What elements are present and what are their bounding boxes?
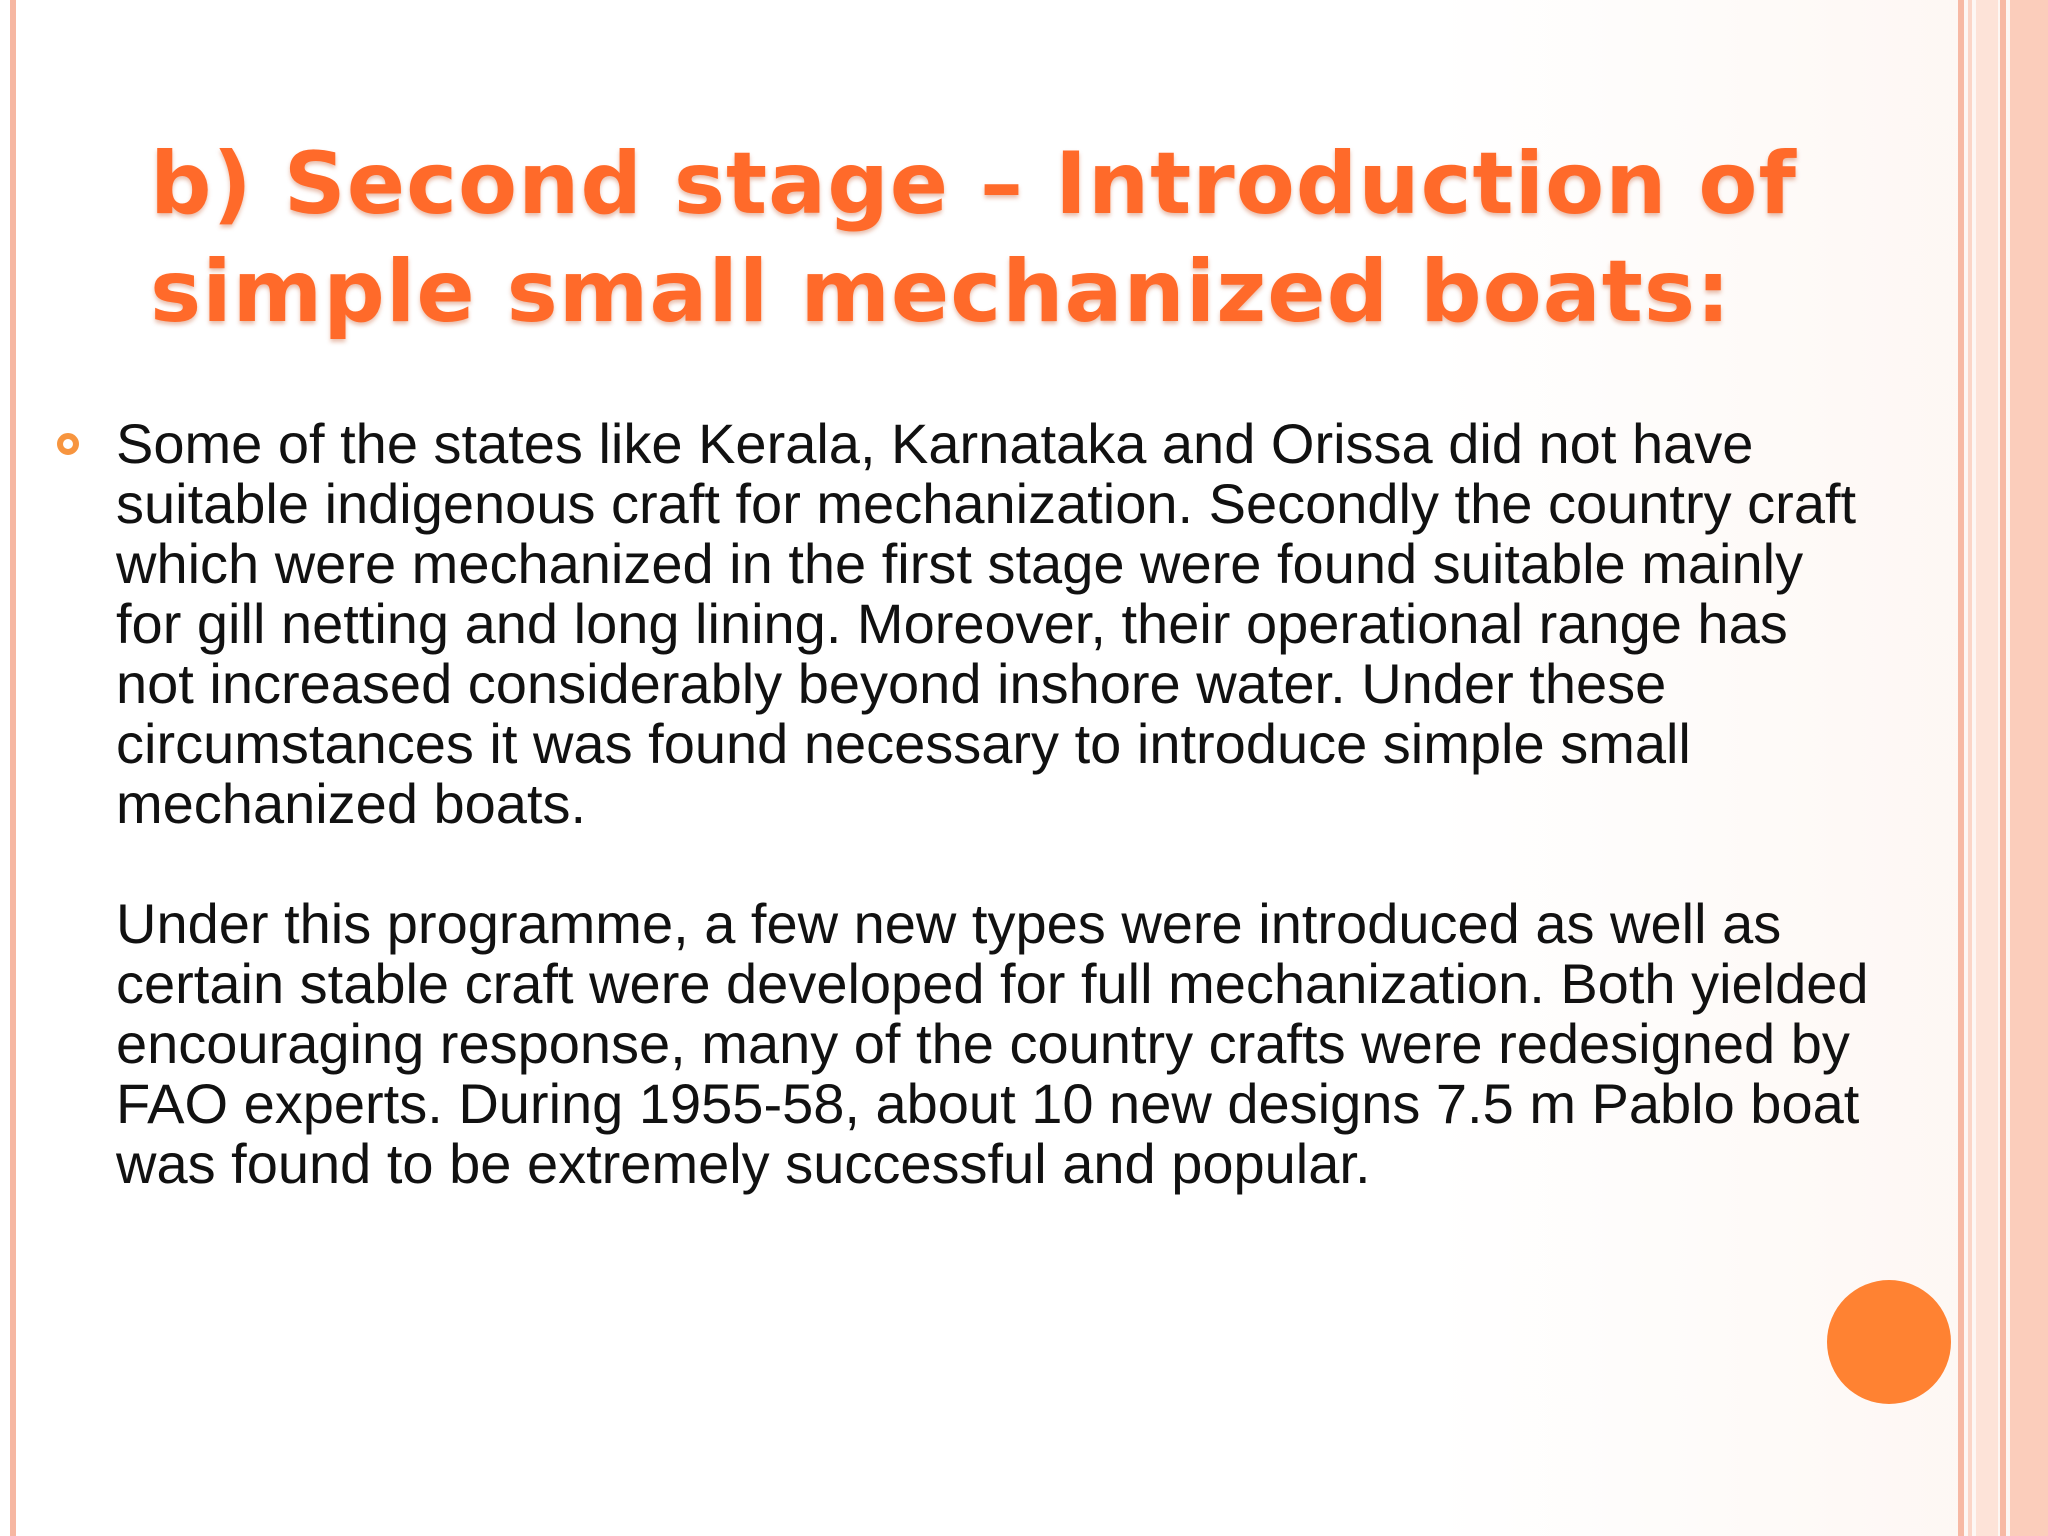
decorative-orange-circle [1827, 1280, 1951, 1404]
body-paragraph-2: Under this programme, a few new types were introduced as well as certain stable craft were developed for full mechanization. Both yielded encouraging response, many of the country crafts were redesigned by FAO experts. During 1955-58, about 10 new designs 7.5 m Pablo boat was found to be extremely successful and popular. [116, 892, 1869, 1195]
stripe [1958, 0, 1964, 1536]
left-border-decoration [10, 0, 16, 1536]
title-line-2: simple small mechanized boats: [150, 242, 1732, 342]
right-stripe-decoration [1958, 0, 2048, 1536]
stripe [1968, 0, 1972, 1536]
stripe [1976, 0, 1998, 1536]
body-paragraph-1: Some of the states like Kerala, Karnataka and Orissa did not have suitable indigenous craft for mechanization. Secondly the country craft which were mechanized in the first stage were found suitable mainly for gill netting and long lining. Moreover, their operational range has not increased considerably beyond inshore water. Under these circumstances it was found necessary to introduce simple small mechanized boats. [116, 412, 1857, 835]
stripe [2010, 0, 2048, 1536]
bullet-circle-icon [57, 433, 79, 455]
slide-title [150, 130, 1797, 346]
stripe [2000, 0, 2006, 1536]
slide-body [116, 414, 1876, 1194]
title-line-1: b) Second stage – Introduction of [150, 134, 1797, 234]
